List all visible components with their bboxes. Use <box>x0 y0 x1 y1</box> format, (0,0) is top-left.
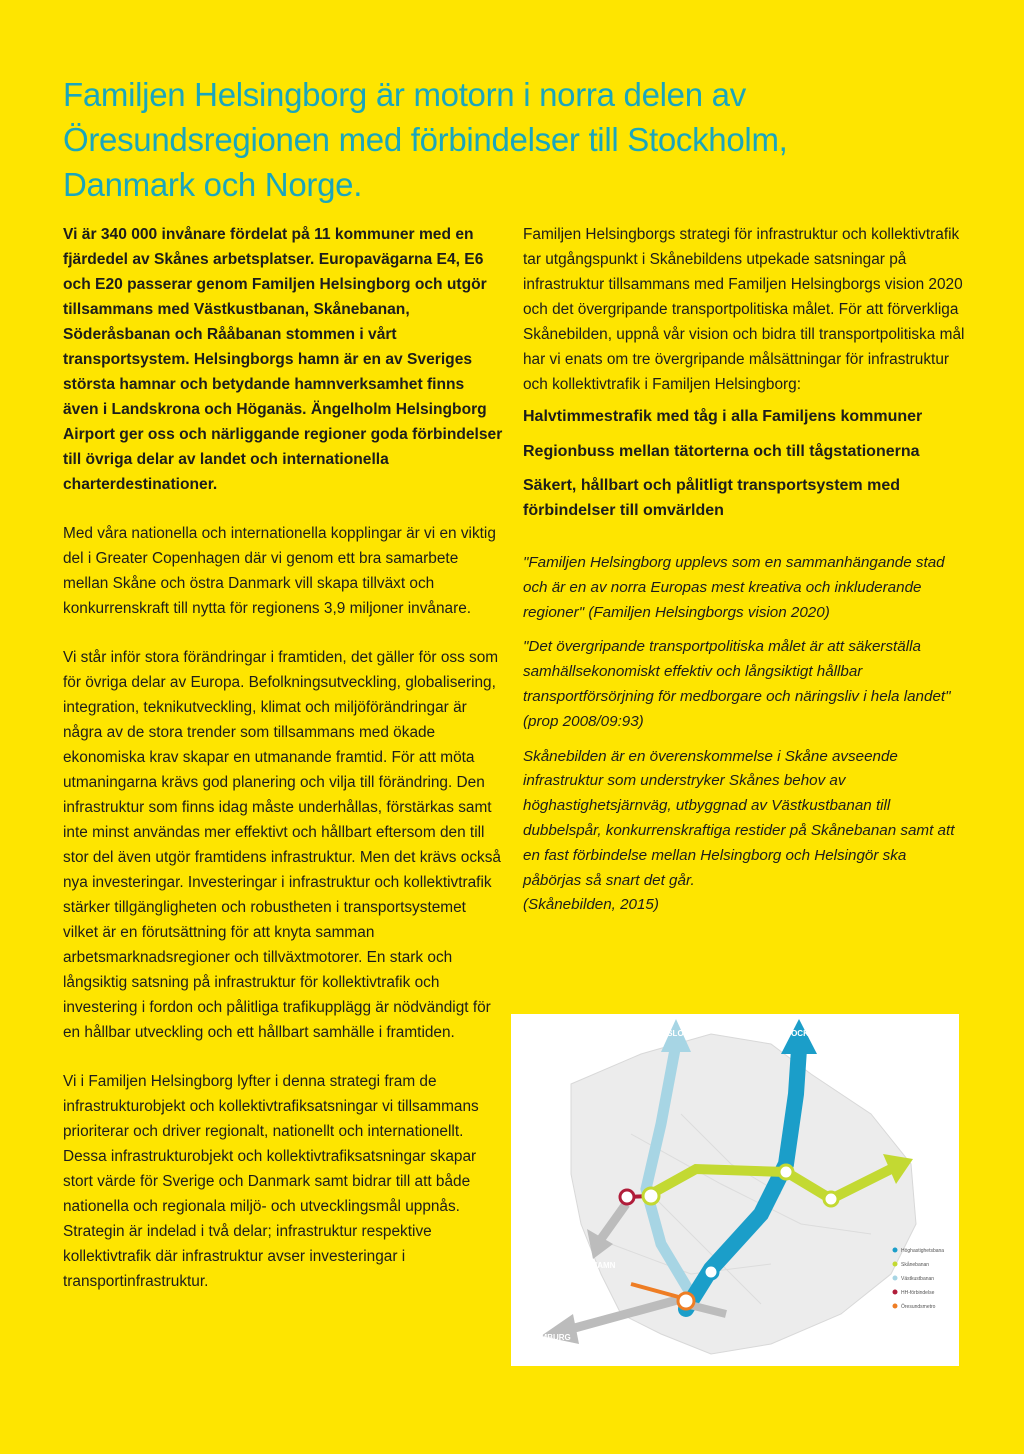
legend-label: Öresundsmetro <box>901 1304 936 1310</box>
label-oslo: OSLO <box>661 1029 684 1038</box>
label-stockholm: STOCKHOLM <box>781 1029 833 1038</box>
page-headline: Familjen Helsingborg är motorn i norra delen av Öresundsregionen med förbindelser till Stockholm, Danmark och Norge. <box>63 76 788 203</box>
legend-label: Västkustbanan <box>901 1276 935 1282</box>
infrastructure-map <box>511 1014 959 1366</box>
label-blekinge: BLEKINGE <box>913 1144 955 1153</box>
legend-label: Höghastighetsbana <box>901 1248 945 1254</box>
legend-swatch <box>893 1276 898 1281</box>
strategy-intro: Familjen Helsingborgs strategi för infrastruktur och kollektivtrafik tar utgångspunkt i Skånebildens utpekade satsningar på infrastruktur tillsammans med Familjen Helsingborgs vision 2020 och det övergripande transportpolitiska målet. För att förverkliga Skånebilden, uppnå vår vision och bidra till transportpolitiska mål har vi enats om tre övergripande målsättningar för infrastruktur och kollektivtrafik i Familjen Helsingborg: <box>523 226 965 393</box>
goal-3: Säkert, hållbart och pålitligt transportsystem med förbindelser till omvärlden <box>523 477 900 519</box>
map-graphic <box>511 1014 959 1366</box>
label-kopenhamn: KÖPENHAMN <box>563 1261 616 1270</box>
right-column <box>523 222 968 918</box>
label-hamburg: HAMBURG <box>529 1333 571 1342</box>
legend-swatch <box>893 1248 898 1253</box>
body-paragraph-1: Med våra nationella och internationella kopplingar är vi en viktig del i Greater Copenhagen där vi genom ett bra samarbete mellan Skåne och östra Danmark vill skapa tillväxt och konkurrenskraft till nytta för regionens 3,9 miljoner invånare. <box>63 525 496 617</box>
legend-label: HH-förbindelse <box>901 1290 935 1296</box>
legend-swatch <box>893 1304 898 1309</box>
quote-source: (Skånebilden, 2015) <box>523 896 659 914</box>
goal-2: Regionbuss mellan tätorterna och till tågstationerna <box>523 442 920 460</box>
legend-swatch <box>893 1262 898 1267</box>
legend-label: Skånebanan <box>901 1262 930 1268</box>
quote-skanebilden: Skånebilden är en överenskommelse i Skåne avseende infrastruktur som understryker Skånes behov av höghastighetsjärnväg, utbyggnad av Västkustbanan till dubbelspår, konkurrenskraftiga restider på Skånebanan samt att en fast förbindelse mellan Helsingborg och Helsingör ska påbörjas så snart det går. <box>523 747 955 889</box>
quote-vision: "Familjen Helsingborg upplevs som en sammanhängande stad och är en av norra Europas mest kreativa och inkluderande regioner" (Familjen Helsingborgs vision 2020) <box>523 554 945 621</box>
lead-paragraph: Vi är 340 000 invånare fördelat på 11 kommuner med en fjärdedel av Skånes arbetsplatser. Europavägarna E4, E6 och E20 passerar genom Familjen Helsingborg och utgör tillsammans med Västkustbanan, Skånebanan, Söderåsbanan och Rååbanan stommen i vårt transportsystem. Helsingborgs hamn är en av Sveriges största hamnar och betydande hamnverksamhet finns även i Landskrona och Höganäs. Ängelholm Helsingborg Airport ger oss och närliggande regioner goda förbindelser till övriga delar av landet och internationella charterdestinationer. <box>63 226 503 493</box>
left-column <box>63 222 503 1294</box>
quote-transport-policy: "Det övergripande transportpolitiska målet är att säkerställa samhällsekonomiskt effektiv och långsiktigt hållbar transportförsörjning för medborgare och näringsliv i hela landet" (prop 2008/09:93) <box>523 638 951 730</box>
map-legend <box>893 1248 945 1311</box>
legend-swatch <box>893 1290 898 1295</box>
body-paragraph-3: Vi i Familjen Helsingborg lyfter i denna strategi fram de infrastrukturobjekt och kollektivtrafiksatsningar vi tillsammans prioriterar och driver regionalt, nationellt och internationellt. Dessa infrastrukturobjekt och kollektivtrafiksatsningar skapar stort värde för Sverige och Danmark samt bidrar till att både nationella och regionala miljö- och utvecklingsmål uppnås. Strategin är indelad i två delar; infrastruktur respektive kollektivtrafik där infrastruktur avser investeringar i transportinfrastruktur. <box>63 1073 479 1290</box>
body-paragraph-2: Vi står inför stora förändringar i framtiden, det gäller för oss som för övriga delar av Europa. Befolkningsutveckling, globalisering, integration, teknikutveckling, klimat och miljöförändringar är några av de stora trender som tillsammans med ökade ekonomiska krav skapar en utmanande framtid. För att möta utmaningarna krävs god planering och vilja till förändring. Den infrastruktur som finns idag måste underhållas, förstärkas samt inte minst användas mer effektivt och hållbart eftersom den till stor del även utgör framtidens infrastruktur. Men det krävs också nya investeringar. Investeringar i infrastruktur och kollektivtrafik stärker tillgängligheten och robustheten i transportsystemet vilket är en förutsättning för att knyta samman arbetsmarknadsregioner och tillväxtmotorer. En stark och långsiktig satsning på infrastruktur för kollektivtrafik och investering i fordon och pålitliga trafikupplägg är nödvändigt för en hållbar utveckling och ett hållbart samhälle i framtiden. <box>63 649 501 1041</box>
goal-1: Halvtimmestrafik med tåg i alla Familjens kommuner <box>523 408 923 425</box>
